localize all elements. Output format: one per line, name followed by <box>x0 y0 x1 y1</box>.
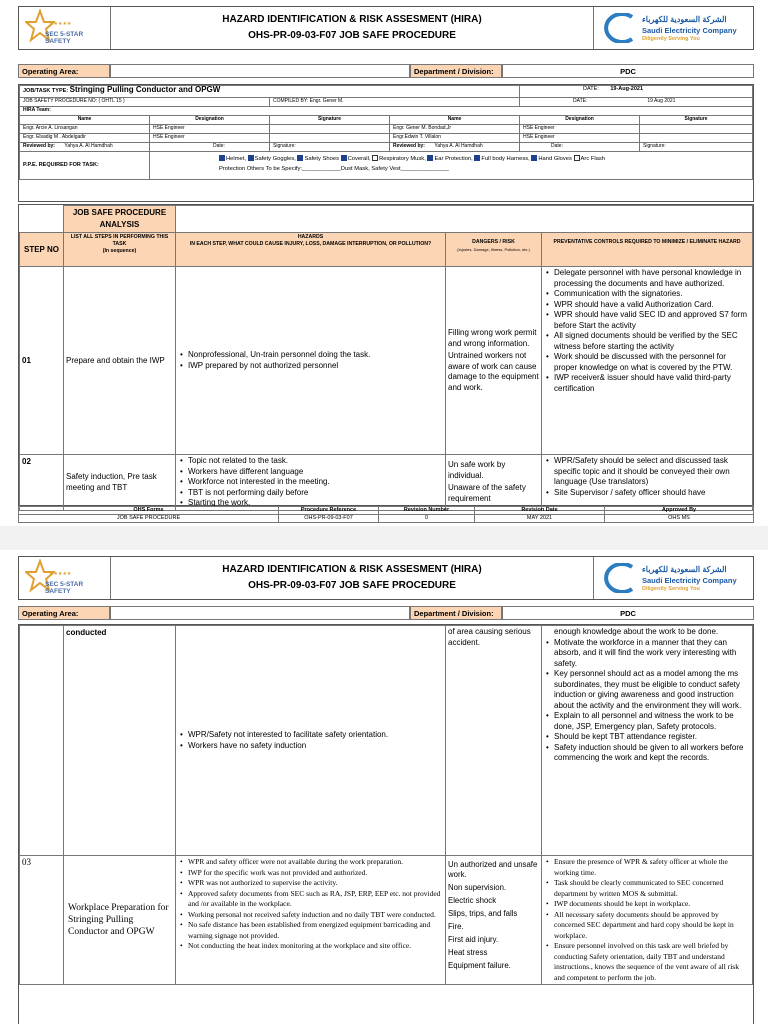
step-hazards: • WPR and safety officer were not available during the work preparation. • IWP for the specific work was not provided and authorized. • WPR was not authorized to supervise the activity. • Approved safety documents from SEC such as RA, JSP, ERP, EEP etc. not provided and /or available in the workplace. • Working personal not received safety induction and no daily TBT were conducted. • No safe distance has been established from energized equipment barricading and warning signage not provided. • Not conducting the heat index monitoring at the workplace and site office. <box>176 856 446 985</box>
footer-h4: Revision Date <box>475 507 605 515</box>
page-title <box>111 557 593 599</box>
logo-stars: ★★★★★ <box>49 571 72 577</box>
col-step-no: STEP NO <box>20 233 64 267</box>
title-line-1: HAZARD IDENTIFICATION & RISK ASSESMENT (HIRA) <box>222 14 482 25</box>
step-no: 01 <box>20 267 64 455</box>
analysis-title: JOB SAFE PROCEDURE ANALYSIS <box>64 206 176 233</box>
review-date-label: Date: <box>213 143 225 149</box>
department-value: PDC <box>502 64 754 78</box>
step-row <box>20 455 753 511</box>
team-signature <box>270 125 390 134</box>
col-hazards: HAZARDS IN EACH STEP, WHAT COULD CAUSE INJURY, LOSS, DAMAGE INTERRUPTION, OR POLLUTION? <box>176 233 446 267</box>
col-name-2: Name <box>390 116 520 125</box>
company-name: Saudi Electricity Company <box>642 26 737 35</box>
review-date-cell <box>150 143 270 152</box>
department-value: PDC <box>502 606 754 620</box>
company-name-arabic: الشركة السعودية للكهرباء <box>642 15 727 24</box>
col-signature-2: Signature <box>640 116 753 125</box>
department-label: Department / Division: <box>410 64 502 78</box>
ppe-item: Arc Flash <box>580 156 605 162</box>
footer-v3: 0 <box>379 515 475 523</box>
review-signature-label-2: Signature: <box>640 143 753 152</box>
ppe-label: P.P.E. REQUIRED FOR TASK: <box>20 152 150 180</box>
step-hazards: • WPR/Safety not interested to facilitate safety orientation. • Workers have no safety induction <box>176 626 446 856</box>
step-dangers: Un authorized and unsafe work. Non supervision. Electric shock Slips, trips, and falls Fire. First aid injury. Heat stress Equipment failure. <box>446 856 542 985</box>
sec-company-logo <box>593 557 753 599</box>
step-task: conducted <box>64 626 176 856</box>
ppe-item: Helmet, <box>226 156 246 162</box>
checkbox-checked-icon <box>531 155 537 161</box>
title-line-2: OHS-PR-09-03-F07 JOB SAFE PROCEDURE <box>248 30 456 41</box>
reviewer-name-2: Yahya A. Al Hamdhah <box>434 143 483 149</box>
reviewed-by-cell <box>20 143 150 152</box>
team-row <box>20 125 753 134</box>
step-row <box>20 856 753 985</box>
footer-v1: JOB SAFE PROCEDURE <box>19 515 279 523</box>
page-2 <box>0 550 768 1024</box>
team-name: Engr. Elsadig M . Abdelgadir <box>20 134 150 143</box>
ppe-line-2: Protection Others To be Specify:____________Dust Mask, Safety Vest_______________ <box>219 166 449 172</box>
col-dangers: DANGERS / RISK (Injuries, Damage, Illness, Pollution, etc.) <box>446 233 542 267</box>
reviewer-name: Yahya A. Al Hamdhah <box>64 143 113 149</box>
logo-text: SEC 5-STAR SAFETY <box>45 31 84 45</box>
company-name: Saudi Electricity Company <box>642 576 737 585</box>
job-task-cell <box>20 86 520 98</box>
team-designation: HSE Engineer <box>150 134 270 143</box>
checkbox-checked-icon <box>474 155 480 161</box>
sec-5-star-logo <box>19 7 111 49</box>
team-row <box>20 134 753 143</box>
date-label: DATE: <box>583 86 599 92</box>
checkbox-empty-icon <box>372 155 378 161</box>
footer-v2: OHS-PR-09-03-F07 <box>279 515 379 523</box>
reviewed-by-label-2: Reviewed by: <box>393 143 425 149</box>
hira-team-label: HIRA Team: <box>20 107 753 116</box>
footer-v5: OHS MS <box>605 515 754 523</box>
page-header <box>18 556 754 600</box>
sec-company-logo <box>593 7 753 49</box>
date2-value: 19 Aug 2021 <box>647 98 676 104</box>
step-no: 03 <box>20 856 64 985</box>
team-designation: HSE Engineer <box>520 125 640 134</box>
operating-area-row <box>18 606 754 620</box>
footer-v4: MAY 2021 <box>475 515 605 523</box>
team-signature <box>640 125 753 134</box>
checkbox-empty-icon <box>574 155 580 161</box>
review-date-label-2: Date: <box>551 143 563 149</box>
team-signature <box>640 134 753 143</box>
step-dangers: Filling wrong work permit and wrong information. Untrained workers not aware of work can cause damage to the equipment and work. <box>446 267 542 455</box>
step-task: Workplace Preparation for Stringing Pulling Conductor and OPGW <box>64 856 176 985</box>
company-name-arabic: الشركة السعودية للكهرباء <box>642 565 727 574</box>
title-line-2: OHS-PR-09-03-F07 JOB SAFE PROCEDURE <box>248 580 456 591</box>
team-signature <box>270 134 390 143</box>
analysis-table-continued <box>18 624 754 1024</box>
job-task-label: JOB/TASK TYPE: <box>23 88 69 94</box>
operating-area-value <box>110 64 410 78</box>
ppe-item: Safety Shoes <box>304 156 339 162</box>
checkbox-checked-icon <box>427 155 433 161</box>
ppe-item: Safety Goggles, <box>254 156 296 162</box>
checkbox-checked-icon <box>248 155 254 161</box>
ppe-item: Hand Gloves <box>538 156 572 162</box>
step-hazards: • Topic not related to the task. • Workers have different language • Workforce not interested in the meeting. • TBT is not performing daily before • Starting the work. <box>176 455 446 511</box>
page-footer <box>18 506 754 524</box>
team-name: Engr. Arcie A. Linsangan <box>20 125 150 134</box>
col-controls: PREVENTATIVE CONTROLS REQUIRED TO MINIMIZE / ELIMINATE HAZARD <box>542 233 753 267</box>
operating-area-label: Operating Area: <box>18 606 110 620</box>
step-controls: • Delegate personnel with have personal knowledge in processing the documents and have authorized. • Communication with the signatories. • WPR should have a valid Authorization Card. • WPR should have valid SEC ID and approved S7 form before Start the activity • All signed documents should be verified by the SEC witness before starting the activity • Work should be discussed with the personnel for proper knowledge on what is covered by the PTW. • IWP receiver& issuer should have valid third-party certification <box>542 267 753 455</box>
date2-label: DATE: <box>573 98 588 104</box>
ppe-list <box>150 152 753 180</box>
step-controls: enough knowledge about the work to be done. • Motivate the workforce in a manner that they can absorb, and it will find the work very interesting with safety. • Key personnel should act as a model among the ms subordinates, they must be eligible to conduct safety induction or giving awareness and good instruction about the activity and the environment they will work. • Explain to all personnel and witness the work to be done, JSP, Emergency plan, Safety protocols. • Should be kept TBT attendance register. • Safety induction should be given to all workers before commencing the work and kept the records. <box>542 626 753 856</box>
company-tagline: Diligently Serving You <box>642 36 700 42</box>
step-row <box>20 267 753 455</box>
step-task: Safety induction, Pre task meeting and TBT <box>64 455 176 511</box>
team-name: Engr. Gener M. Bondad,Jr <box>390 125 520 134</box>
team-designation: HSE Engineer <box>150 125 270 134</box>
review-date-cell-2 <box>520 143 640 152</box>
step-no: 02 <box>20 455 64 511</box>
step-controls: • WPR/Safety should be select and discussed task specific topic and it should be conveyed their own language (Use translators) • Site Supervisor / safety officer should have <box>542 455 753 511</box>
step-dangers: of area causing serious accident. <box>446 626 542 856</box>
ppe-item: Coverall, <box>347 156 371 162</box>
col-designation-2: Designation <box>520 116 640 125</box>
sec-arc-icon <box>602 563 636 593</box>
ppe-item: Ear Protection, <box>434 156 473 162</box>
step-hazards: • Nonprofessional, Un-train personnel doing the task. • IWP prepared by not authorized personnel <box>176 267 446 455</box>
operating-area-row <box>18 64 754 78</box>
team-designation: HSE Engineer <box>520 134 640 143</box>
page-header <box>18 6 754 50</box>
ppe-item: Respiratory Musk, <box>379 156 426 162</box>
checkbox-checked-icon <box>341 155 347 161</box>
checkbox-checked-icon <box>219 155 225 161</box>
operating-area-value <box>110 606 410 620</box>
col-signature: Signature <box>270 116 390 125</box>
date-cell <box>520 86 753 98</box>
page-gap <box>0 526 768 550</box>
footer-h5: Approved By <box>605 507 754 515</box>
job-task-value: Stringing Pulling Conductor and OPGW <box>69 85 221 94</box>
title-line-1: HAZARD IDENTIFICATION & RISK ASSESMENT (HIRA) <box>222 564 482 575</box>
date-value: 19-Aug-2021 <box>610 86 644 92</box>
operating-area-label: Operating Area: <box>18 64 110 78</box>
review-signature-label: Signature: <box>270 143 390 152</box>
reviewed-by-label: Reviewed by: <box>23 143 55 149</box>
step-dangers: Un safe work by individual. Unaware of the safety requirement <box>446 455 542 511</box>
step-row <box>20 626 753 856</box>
footer-h3: Revision Number <box>379 507 475 515</box>
analysis-table <box>18 204 754 506</box>
footer-h2: Procedure Reference <box>279 507 379 515</box>
step-controls: • Ensure the presence of WPR & safety officer at whole the working time. • Task should be clearly communicated to SEC concerned department by written MOS & submittal. • IWP documents should be kept in workplace. • All necessary safety documents should be approved by concerned SEC department and hard copy should be kept in workplace. • Ensure personnel involved on this task are well briefed by conducting Safety orientation, daily TBT and understand instructions., knows the sequence of the vent aware of all risk and competent to perform the job. <box>542 856 753 985</box>
page-title <box>111 7 593 49</box>
col-steps: LIST ALL STEPS IN PERFORMING THIS TASK (In sequence) <box>64 233 176 267</box>
sec-5-star-logo <box>19 557 111 599</box>
ppe-item: Full body Harness, <box>481 156 530 162</box>
company-tagline: Diligently Serving You <box>642 586 700 592</box>
compiled-by: COMPILED BY: Engr. Gener M. <box>270 98 520 107</box>
reviewed-by-cell-2 <box>390 143 520 152</box>
footer-h1: OHS Forms <box>19 507 279 515</box>
job-info-section <box>18 84 754 202</box>
col-name: Name <box>20 116 150 125</box>
col-designation: Designation <box>150 116 270 125</box>
jsp-number: JOB SAFETY PROCEDURE NO: ( OHTL 15 ) <box>20 98 270 107</box>
logo-stars: ★★★★★ <box>49 21 72 27</box>
sec-arc-icon <box>602 13 636 43</box>
team-name: Engr.Edwin T. Villalon <box>390 134 520 143</box>
department-label: Department / Division: <box>410 606 502 620</box>
step-task: Prepare and obtain the IWP <box>64 267 176 455</box>
checkbox-checked-icon <box>297 155 303 161</box>
date2-cell <box>520 98 753 107</box>
logo-text: SEC 5-STAR SAFETY <box>45 581 84 595</box>
